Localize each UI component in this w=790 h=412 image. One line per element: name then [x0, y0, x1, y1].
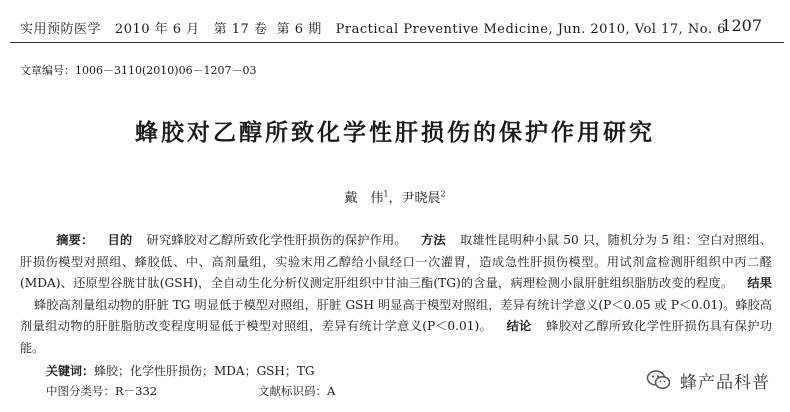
- classification-number: 中图分类号：R－332: [46, 384, 158, 398]
- journal-name-en: Practical Preventive Medicine, Jun. 2010, Vol 17, No. 6: [335, 22, 726, 37]
- watermark: [646, 367, 770, 393]
- author-line: [0, 187, 790, 206]
- article-title: 蜂胶对乙醇所致化学性肝损伤的保护作用研究: [135, 119, 655, 146]
- methods-label: 方法: [420, 233, 446, 247]
- author-name: 戴 伟: [344, 191, 384, 206]
- page-number: 1207: [721, 16, 762, 35]
- author-name: 尹晓晨: [401, 191, 441, 206]
- wechat-logo-icon: [646, 367, 672, 393]
- abstract-paragraph: [20, 230, 772, 359]
- author-affiliation-mark: 2: [440, 189, 446, 199]
- volume-cn: 第 17 卷: [213, 22, 268, 37]
- author-separator: ，: [388, 191, 402, 206]
- abstract: [20, 230, 772, 359]
- document-code: 文献标识码：A: [258, 384, 336, 398]
- abstract-label: 摘要：: [56, 233, 94, 247]
- keywords: [46, 362, 314, 379]
- watermark-text: 蜂产品科普: [680, 372, 770, 393]
- objective-text: 研究蜂胶对乙醇所致化学性肝损伤的保护作用。: [146, 233, 407, 247]
- article-number: 文章编号：1006－3110(2010)06－1207－03: [20, 64, 257, 77]
- running-header: [20, 18, 726, 37]
- issue-cn: 第 6 期: [276, 22, 322, 37]
- methods-text: 取雄性昆明种小鼠 50 只，随机分为 5 组：空白对照组、肝损伤模型对照组、蜂胶低、中、高剂量组，实验末用乙醇给小鼠经口一次灌胃，造成急性肝损伤模型。用试剂盒检测肝组织中丙二醛(MDA)、还原型谷胱甘肽(GSH)，全自动生化分析仪测定肝组织中甘油三酯(TG)的含量，病理检测小鼠肝脏组织脂肪改变的程度。: [20, 233, 773, 290]
- header-rule: [10, 42, 784, 43]
- conclusion-text: 蜂胶对乙醇所致化学性肝损伤具有保护功能。: [20, 319, 773, 355]
- results-label: 结果: [747, 276, 772, 290]
- issue-date-cn: 2010 年 6 月: [114, 22, 200, 37]
- objective-label: 目的: [107, 233, 133, 247]
- results-text: 蜂胶高剂量组动物的肝脏 TG 明显低于模型对照组，肝脏 GSH 明显高于模型对照组，差异有统计学意义(P＜0.05 或 P＜0.01)。蜂胶高剂量组动物的肝脏脂肪改变程度明显低于模型对照组，差异有统计学意义(P＜0.01)。: [20, 297, 772, 333]
- keywords-value: 蜂胶；化学性肝损伤；MDA；GSH；TG: [94, 364, 315, 378]
- author-affiliation-mark: 1: [383, 189, 389, 199]
- keywords-label: 关键词：: [46, 364, 95, 378]
- journal-name-cn: 实用预防医学: [20, 22, 102, 37]
- conclusion-label: 结论: [506, 319, 532, 333]
